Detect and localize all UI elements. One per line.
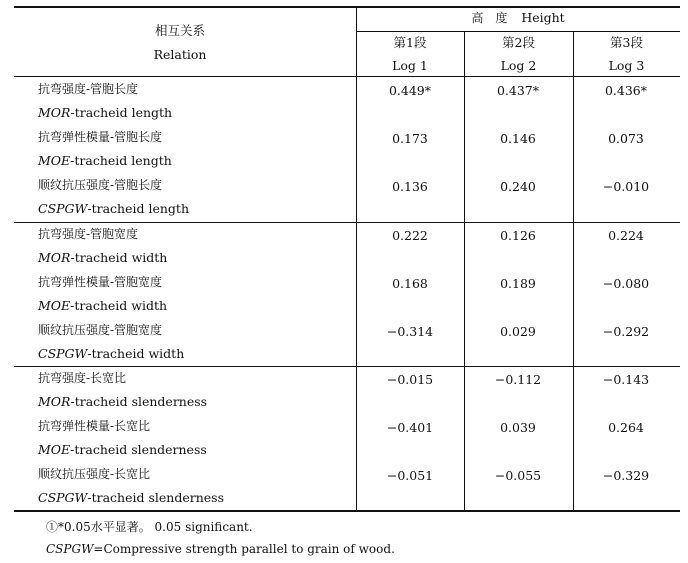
column-divider-3 bbox=[573, 31, 574, 512]
value-cell-log2: 0.189 bbox=[500, 276, 536, 291]
relation-abbr: CSPGW bbox=[38, 346, 88, 361]
value-cell-log2: −0.112 bbox=[494, 372, 542, 387]
relation-abbr: MOE bbox=[38, 442, 71, 457]
relation-label-en bbox=[38, 252, 167, 265]
column-divider-2 bbox=[464, 31, 465, 512]
relation-label-cn: 抗弯弹性模量-管胞宽度 bbox=[38, 275, 163, 289]
relation-desc: -tracheid length bbox=[87, 201, 189, 216]
value-cell-log2: −0.055 bbox=[494, 468, 542, 483]
height-header-cn: 高 度 bbox=[471, 11, 508, 25]
value-cell-log2: 0.437* bbox=[496, 83, 540, 98]
height-header bbox=[356, 12, 680, 25]
value-cell-log1: 0.136 bbox=[392, 179, 428, 194]
footnote-cspgw-abbr: CSPGW bbox=[46, 542, 94, 556]
relation-desc: -tracheid width bbox=[87, 346, 185, 361]
relation-header-cn: 相互关系 bbox=[154, 23, 205, 38]
value-cell-log1: 0.449* bbox=[388, 83, 432, 98]
value-cell-log2: 0.146 bbox=[500, 131, 536, 146]
height-header-en: Height bbox=[521, 10, 565, 25]
relation-desc: -tracheid slenderness bbox=[87, 490, 224, 505]
relation-label-en bbox=[38, 348, 184, 361]
value-cell-log1: 0.173 bbox=[392, 131, 428, 146]
footnote-significance: ①*0.05水平显著。 0.05 significant. bbox=[46, 520, 253, 534]
relation-abbr: MOE bbox=[38, 153, 71, 168]
relation-label-cn: 顺纹抗压强度-长宽比 bbox=[38, 467, 151, 481]
relation-label-en bbox=[38, 107, 172, 120]
value-cell-log3: 0.224 bbox=[608, 228, 644, 243]
value-cell-log2: 0.126 bbox=[500, 228, 536, 243]
footnote-cspgw-text: =Compressive strength parallel to grain of wood. bbox=[93, 542, 395, 556]
bottom-rule bbox=[14, 510, 680, 512]
value-cell-log3: 0.073 bbox=[608, 131, 644, 146]
relation-label-cn: 顺纹抗压强度-管胞长度 bbox=[38, 178, 163, 192]
value-cell-log1: 0.222 bbox=[392, 228, 428, 243]
relation-abbr: MOR bbox=[38, 394, 71, 409]
relation-label-cn: 抗弯强度-管胞长度 bbox=[38, 82, 139, 96]
value-cell-log2: 0.039 bbox=[500, 420, 536, 435]
relation-desc: -tracheid slenderness bbox=[70, 442, 207, 457]
value-cell-log3: 0.436* bbox=[604, 83, 648, 98]
relation-desc: -tracheid length bbox=[70, 153, 172, 168]
log3-header-en: Log 3 bbox=[608, 58, 645, 73]
log1-header-cn: 第1段 bbox=[393, 35, 427, 50]
relation-abbr: MOR bbox=[38, 250, 71, 265]
value-cell-log3: 0.264 bbox=[608, 420, 644, 435]
relation-label-en bbox=[38, 155, 172, 168]
group2-bottom-rule bbox=[14, 366, 680, 367]
relation-label-en bbox=[38, 444, 207, 457]
value-cell-log3: −0.010 bbox=[602, 179, 650, 194]
group1-bottom-rule bbox=[14, 222, 680, 223]
relation-label-cn: 顺纹抗压强度-管胞宽度 bbox=[38, 323, 163, 337]
log3-header-cn: 第3段 bbox=[610, 35, 643, 50]
relation-abbr: CSPGW bbox=[38, 201, 88, 216]
value-cell-log1: −0.051 bbox=[386, 468, 434, 483]
relation-label-en bbox=[38, 203, 189, 216]
log1-header-en: Log 1 bbox=[392, 58, 428, 73]
log2-header-en: Log 2 bbox=[500, 58, 537, 73]
value-cell-log3: −0.329 bbox=[602, 468, 650, 483]
column-divider-1 bbox=[356, 6, 357, 512]
header-divider-rule bbox=[356, 31, 680, 32]
relation-label-cn: 抗弯弹性模量-管胞长度 bbox=[38, 130, 163, 144]
relation-label-cn: 抗弯强度-长宽比 bbox=[38, 371, 127, 385]
relation-label-cn: 抗弯弹性模量-长宽比 bbox=[38, 419, 151, 433]
relation-label-en bbox=[38, 492, 224, 505]
relation-label-en bbox=[38, 396, 207, 409]
relation-desc: -tracheid width bbox=[70, 250, 168, 265]
value-cell-log1: −0.401 bbox=[386, 420, 434, 435]
value-cell-log1: 0.168 bbox=[392, 276, 428, 291]
value-cell-log3: −0.080 bbox=[602, 276, 650, 291]
value-cell-log2: 0.029 bbox=[500, 324, 536, 339]
header-bottom-rule bbox=[14, 76, 680, 77]
relation-desc: -tracheid slenderness bbox=[70, 394, 208, 409]
relation-desc: -tracheid length bbox=[70, 105, 173, 120]
log2-header-cn: 第2段 bbox=[502, 35, 535, 50]
relation-abbr: MOR bbox=[38, 105, 71, 120]
relation-label-en bbox=[38, 300, 167, 313]
value-cell-log3: −0.292 bbox=[602, 324, 650, 339]
value-cell-log1: −0.015 bbox=[386, 372, 434, 387]
footnote-cspgw bbox=[46, 543, 395, 555]
value-cell-log3: −0.143 bbox=[602, 372, 650, 387]
value-cell-log1: −0.314 bbox=[386, 324, 434, 339]
relation-header-en: Relation bbox=[153, 47, 207, 62]
relation-label-cn: 抗弯强度-管胞宽度 bbox=[38, 227, 139, 241]
value-cell-log2: 0.240 bbox=[500, 179, 536, 194]
relation-abbr: CSPGW bbox=[38, 490, 88, 505]
top-rule bbox=[14, 6, 680, 8]
relation-desc: -tracheid width bbox=[70, 298, 168, 313]
relation-abbr: MOE bbox=[38, 298, 71, 313]
